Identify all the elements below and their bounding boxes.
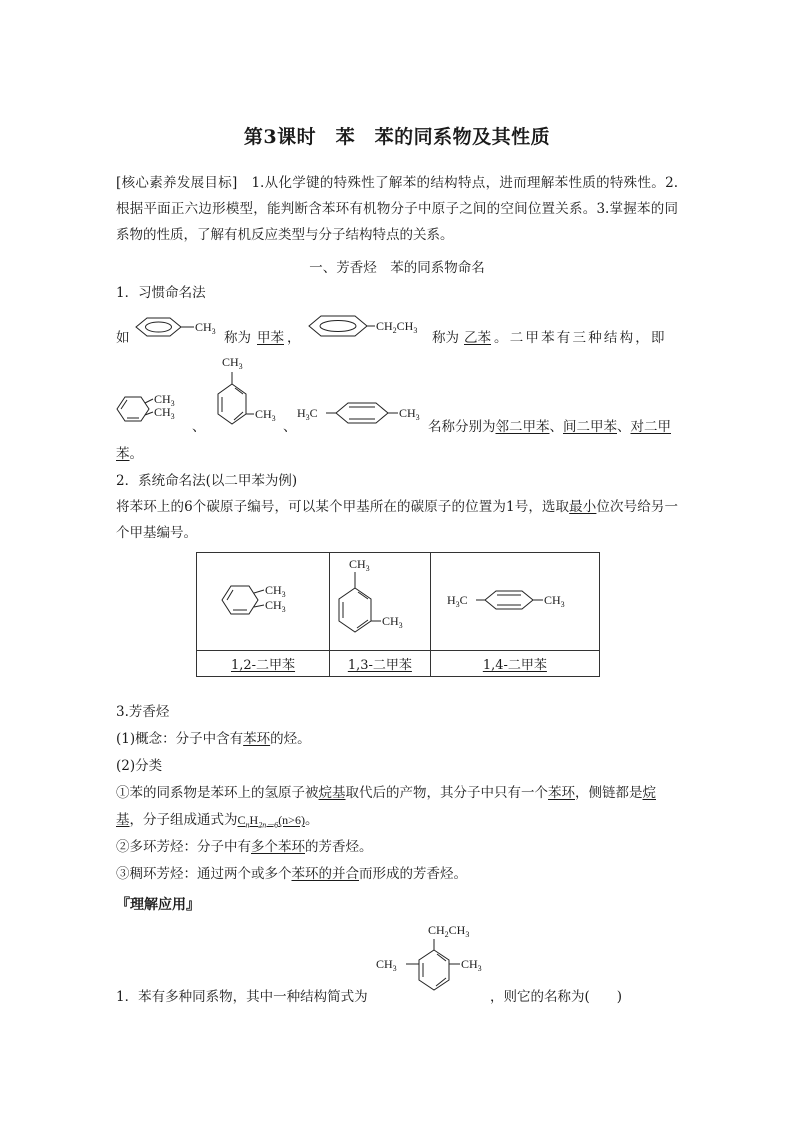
systematic-naming-text: 将苯环上的6个碳原子编号，可以某个甲基所在的碳原子的位置为1号，选取最小位次号给另一个甲基编号。 [116, 499, 679, 541]
aromatic-heading: 3.芳香烃 [116, 704, 170, 720]
toluene-structure [132, 312, 224, 352]
fused-ring-definition: ③稠环芳烃：通过两个或多个苯环的并合而形成的芳香烃。 [116, 866, 467, 882]
section-heading-aromatic: 一、芳香烃 苯的同系物命名 [309, 260, 485, 276]
ortho-xylene-structure [113, 385, 193, 435]
answer-one-ring: 苯环 [548, 785, 575, 801]
ortho-xylene-table-structure [218, 572, 308, 628]
answer-alkyl: 烷基 [318, 785, 346, 801]
homolog-formula-line: 基，分子组成通式为$C_nH_{2n-6}(n>6)$。 [116, 812, 319, 830]
svg-text:H3C: $H_3C$ [446, 592, 468, 609]
para-xylene-table-structure [445, 580, 585, 620]
comma: ， [287, 330, 301, 346]
svg-text:CH3: $CH_3$ [461, 957, 482, 973]
homolog-definition: ①苯的同系物是苯环上的氢原子被烷基取代后的产物，其分子中只有一个苯环，侧链都是烷 [116, 785, 656, 801]
answer-smallest: 最小 [569, 499, 597, 515]
answer-multiple-rings: 多个苯环 [251, 839, 305, 855]
svg-text:CH3: $CH_3$ [195, 320, 216, 336]
answer-para-xylene: 对二甲 [630, 419, 671, 435]
separator-2: 、 [283, 419, 297, 435]
table-cell-ortho-structure [197, 553, 330, 651]
aromatic-concept: (1)概念：分子中含有苯环的烃。 [116, 731, 311, 747]
table-cell-name-12: 1,2-二甲苯 [197, 651, 330, 677]
xylene-intro-text: 。二甲苯有三种结构，即 [494, 330, 667, 346]
svg-text:CH3: $CH_3$ [376, 957, 397, 973]
answer-benzene-ring: 苯环 [243, 731, 271, 747]
svg-text:H3C: $H_3C$ [297, 406, 318, 422]
goals-text: 1.从化学键的特殊性了解苯的结构特点，进而理解苯性质的特殊性。2.根据平面正六边形模型，能判断含苯环有机物分子中原子之间的空间位置关系。3.掌握苯的同系物的性质，了解有机反应类型与分子结构特点的关系。 [116, 175, 678, 243]
svg-text:CH2CH3: $CH_2CH_3$ [376, 319, 418, 335]
table-cell-para-structure [430, 553, 599, 651]
separator-1: 、 [192, 419, 206, 435]
ch3-label: CH [195, 320, 212, 334]
page-title: 第3课时 苯 苯的同系物及其性质 [243, 126, 551, 148]
svg-text:CH3: $CH_3$ [154, 392, 175, 408]
svg-text:CH3: $CH_3$ [543, 592, 565, 609]
goals-tag: [核心素养发展目标] [116, 175, 238, 191]
svg-text:CH3: $CH_3$ [264, 597, 286, 614]
svg-text:CH3: $CH_3$ [399, 406, 420, 422]
question-1-answer-blank: ，则它的名称为( ) [490, 989, 623, 1005]
xylene-names-line-end: 苯。 [116, 446, 143, 462]
svg-text:CH3: $CH_3$ [381, 613, 403, 630]
called-text-1: 称为 [224, 330, 251, 346]
meta-xylene-table-structure [335, 554, 425, 646]
general-formula: $C_nH_{2n-6}(n>6)$ [237, 813, 305, 830]
svg-text:CH3: $CH_3$ [154, 405, 175, 421]
table-cell-name-13: 1,3-二甲苯 [329, 651, 430, 677]
core-goals-paragraph [116, 170, 678, 248]
meta-xylene-structure [206, 352, 286, 436]
svg-text:CH3: $CH_3$ [222, 355, 243, 371]
polycyclic-definition: ②多环芳烃：分子中有多个苯环的芳香烃。 [116, 839, 373, 855]
svg-text:CH3: $CH_3$ [255, 407, 276, 423]
answer-toluene: 甲苯 [257, 330, 284, 346]
answer-meta-xylene: 间二甲苯 [563, 419, 617, 435]
common-naming-heading: 1．习惯命名法 [116, 285, 206, 301]
svg-text:CH3: $CH_3$ [264, 582, 286, 599]
question-1-text: 1．苯有多种同系物，其中一种结构简式为 [116, 989, 368, 1005]
answer-ortho-xylene: 邻二甲苯 [495, 419, 550, 435]
apply-heading: 『理解应用』 [116, 897, 200, 913]
xylene-names-line: 名称分别为邻二甲苯、间二甲苯、对二甲 [428, 419, 671, 435]
answer-fusion: 的并合 [318, 866, 359, 882]
table-cell-meta-structure [329, 553, 430, 651]
ethyl-dimethylbenzene-structure [372, 920, 497, 1002]
systematic-naming-heading: 2．系统命名法(以二甲苯为例) [116, 473, 298, 489]
table-cell-name-14: 1,4-二甲苯 [430, 651, 599, 677]
para-xylene-structure [296, 397, 431, 431]
ru-text: 如 [116, 330, 130, 346]
answer-ethylbenzene: 乙苯 [464, 330, 491, 346]
svg-text:CH3: $CH_3$ [348, 556, 370, 573]
called-text-2: 称为 [432, 330, 459, 346]
svg-text:CH2CH3: $CH_2CH_3$ [428, 923, 470, 939]
xylene-naming-table [196, 552, 600, 677]
classification-heading: (2)分类 [116, 758, 163, 774]
ethylbenzene-structure [305, 308, 435, 348]
